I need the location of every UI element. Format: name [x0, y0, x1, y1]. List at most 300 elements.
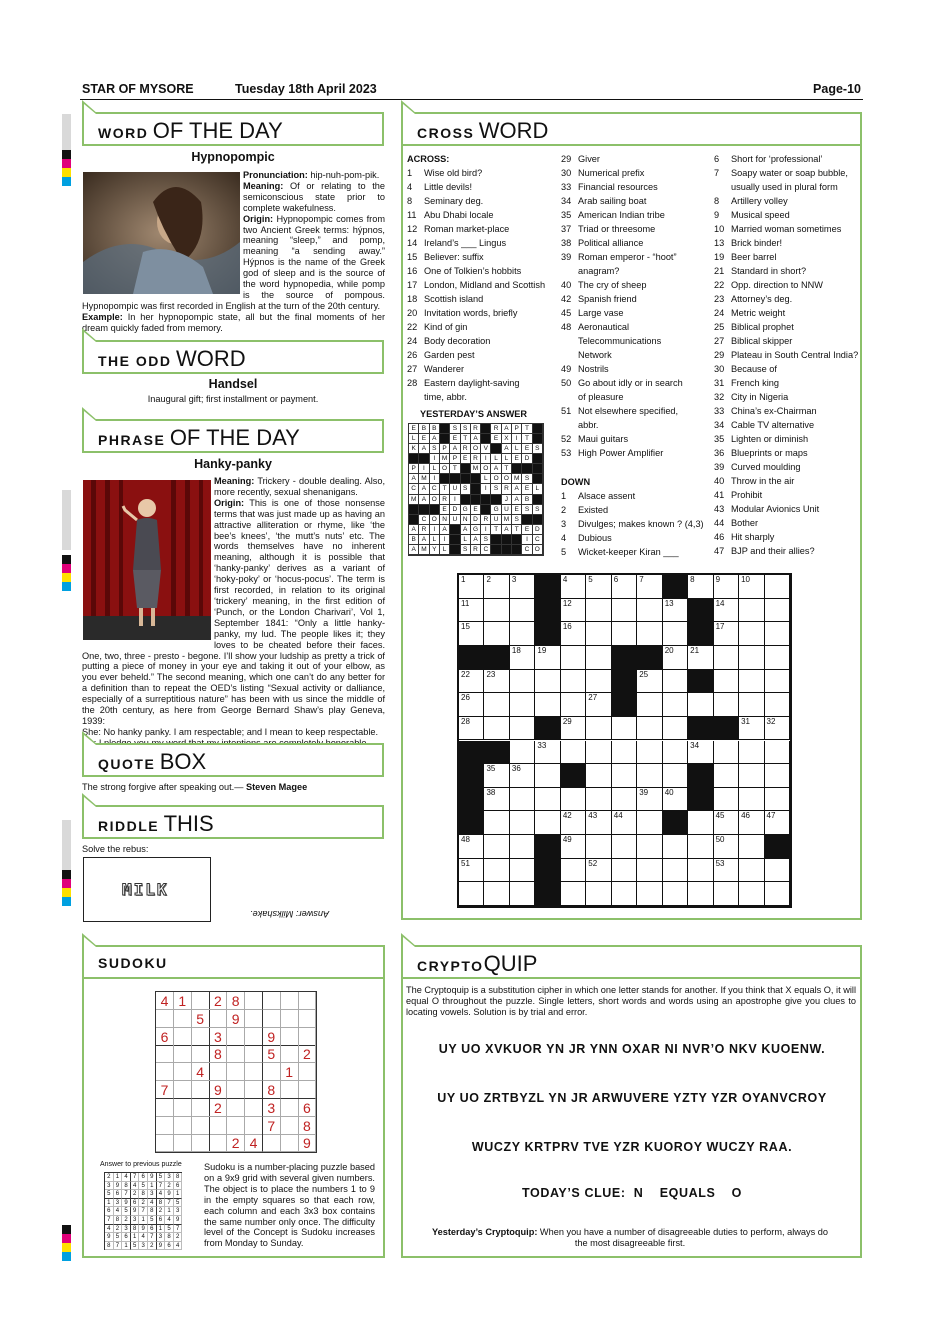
crossword-cell[interactable]: 21 — [688, 646, 713, 670]
crossword-cell[interactable] — [637, 622, 662, 646]
crossword-cell[interactable]: 50 — [714, 835, 739, 859]
sudoku-cell[interactable] — [209, 1134, 227, 1152]
answer-digit: 8 — [165, 1233, 174, 1242]
sudoku-cell[interactable]: 2 — [298, 1045, 316, 1063]
crossword-cell[interactable] — [510, 788, 535, 812]
crossword-cell[interactable]: 13 — [663, 599, 688, 623]
crossword-cell[interactable] — [637, 859, 662, 883]
crossword-cell[interactable] — [765, 764, 790, 788]
sudoku-cell[interactable] — [245, 1028, 263, 1046]
sudoku-cell[interactable]: 3 — [263, 1099, 281, 1117]
crossword-block — [688, 764, 713, 788]
sudoku-cell[interactable] — [298, 992, 316, 1010]
crossword-cell[interactable]: 2 — [484, 575, 509, 599]
crossword-cell[interactable] — [535, 693, 560, 717]
crossword-cell[interactable] — [714, 693, 739, 717]
crossword-cell[interactable] — [484, 693, 509, 717]
crossword-cell[interactable] — [688, 859, 713, 883]
answer-digit: 4 — [114, 1207, 123, 1216]
crossword-cell[interactable] — [612, 741, 637, 765]
sudoku-cell[interactable]: 1 — [281, 1063, 299, 1081]
crossword-cell[interactable] — [561, 859, 586, 883]
crossword-cell[interactable] — [637, 717, 662, 741]
crossword-cell[interactable] — [663, 622, 688, 646]
crossword-cell[interactable]: 14 — [714, 599, 739, 623]
sudoku-grid[interactable] — [155, 991, 317, 1153]
sudoku-cell[interactable]: 9 — [298, 1134, 316, 1152]
sudoku-cell[interactable] — [281, 1117, 299, 1135]
crossword-cell[interactable]: 44 — [612, 811, 637, 835]
crossword-cell[interactable]: 36 — [510, 764, 535, 788]
clue-item: of pleasure — [578, 392, 624, 402]
answer-cell — [481, 495, 491, 505]
answer-cell: S — [533, 444, 543, 454]
crossword-cell[interactable] — [510, 693, 535, 717]
crossword-cell[interactable]: 47 — [765, 811, 790, 835]
crossword-cell[interactable] — [612, 835, 637, 859]
crossword-cell[interactable] — [714, 670, 739, 694]
sudoku-cell[interactable]: 7 — [156, 1081, 174, 1099]
sudoku-cell[interactable] — [174, 1134, 192, 1152]
sudoku-cell[interactable] — [192, 1134, 210, 1152]
crossword-cell[interactable] — [510, 599, 535, 623]
crossword-cell[interactable]: 49 — [561, 835, 586, 859]
crossword-cell[interactable] — [739, 670, 764, 694]
sudoku-cell[interactable] — [174, 1081, 192, 1099]
crossword-cell[interactable] — [612, 599, 637, 623]
crossword-cell[interactable] — [535, 670, 560, 694]
clue-item: 22 Opp. direction to NNW — [714, 280, 823, 290]
answer-digit: 4 — [122, 1173, 131, 1182]
sudoku-cell[interactable]: 8 — [263, 1081, 281, 1099]
crossword-cell[interactable] — [561, 646, 586, 670]
sudoku-cell[interactable]: 9 — [209, 1081, 227, 1099]
sudoku-cell[interactable] — [263, 992, 281, 1010]
crossword-cell[interactable] — [586, 741, 611, 765]
sudoku-cell[interactable] — [174, 1099, 192, 1117]
sudoku-cell[interactable]: 3 — [209, 1028, 227, 1046]
sudoku-cell[interactable] — [298, 1063, 316, 1081]
crossword-cell[interactable] — [561, 693, 586, 717]
sudoku-cell[interactable] — [281, 1028, 299, 1046]
crossword-cell[interactable] — [663, 764, 688, 788]
sudoku-cell[interactable] — [156, 1099, 174, 1117]
crossword-cell[interactable]: 35 — [484, 764, 509, 788]
crossword-cell[interactable] — [714, 646, 739, 670]
crossword-cell[interactable]: 51 — [459, 859, 484, 883]
crossword-cell[interactable] — [637, 882, 662, 906]
answer-cell: S — [481, 535, 491, 545]
clue-item: 52 Maui guitars — [561, 434, 629, 444]
sudoku-cell[interactable]: 9 — [227, 1010, 245, 1028]
sudoku-cell[interactable]: 6 — [156, 1028, 174, 1046]
crossword-cell[interactable] — [535, 788, 560, 812]
crossword-cell[interactable]: 9 — [714, 575, 739, 599]
sudoku-cell[interactable] — [192, 1117, 210, 1135]
sudoku-cell[interactable] — [156, 1063, 174, 1081]
crossword-cell[interactable] — [535, 811, 560, 835]
crossword-cell[interactable] — [586, 835, 611, 859]
answer-digit: 4 — [165, 1216, 174, 1225]
crossword-cell[interactable] — [663, 693, 688, 717]
answer-digit: 7 — [114, 1242, 123, 1251]
crossword-cell[interactable]: 8 — [688, 575, 713, 599]
crossword-cell[interactable]: 38 — [484, 788, 509, 812]
crossword-cell[interactable]: 29 — [561, 717, 586, 741]
sudoku-cell[interactable] — [227, 1081, 245, 1099]
crossword-cell[interactable]: 17 — [714, 622, 739, 646]
crossword-cell[interactable] — [663, 717, 688, 741]
crossword-cell[interactable] — [561, 788, 586, 812]
clue-item: 12 Roman market-place — [407, 224, 510, 234]
answer-cell: O — [533, 545, 543, 555]
clue-item: 29 Plateau in South Central India? — [714, 350, 859, 360]
answer-cell — [461, 464, 471, 474]
crossword-cell[interactable] — [739, 622, 764, 646]
crossword-cell[interactable]: 33 — [535, 741, 560, 765]
answer-digit: 9 — [174, 1216, 183, 1225]
crossword-cell[interactable]: 15 — [459, 622, 484, 646]
sudoku-cell[interactable] — [174, 1010, 192, 1028]
crossword-cell[interactable] — [510, 811, 535, 835]
crossword-cell[interactable]: 46 — [739, 811, 764, 835]
crossword-cell[interactable]: 43 — [586, 811, 611, 835]
crossword-cell[interactable] — [765, 693, 790, 717]
crossword-cell[interactable]: 22 — [459, 670, 484, 694]
crossword-cell[interactable] — [510, 622, 535, 646]
crossword-cell[interactable] — [765, 882, 790, 906]
crossword-cell[interactable] — [510, 835, 535, 859]
answer-cell: T — [491, 525, 501, 535]
clue-item: Network — [578, 350, 612, 360]
crossword-cell[interactable] — [688, 882, 713, 906]
sudoku-cell[interactable] — [174, 1045, 192, 1063]
odd-word-definition: Inaugural gift; first installment or payment. — [147, 394, 319, 404]
crossword-cell[interactable]: 34 — [688, 741, 713, 765]
crossword-cell[interactable] — [586, 670, 611, 694]
sudoku-cell[interactable]: 9 — [263, 1028, 281, 1046]
sudoku-cell[interactable] — [245, 1045, 263, 1063]
crossword-cell[interactable] — [510, 859, 535, 883]
answer-digit: 7 — [165, 1199, 174, 1208]
sudoku-cell[interactable]: 4 — [245, 1134, 263, 1152]
sudoku-cell[interactable]: 2 — [209, 1099, 227, 1117]
answer-digit: 2 — [157, 1207, 166, 1216]
crossword-cell[interactable] — [714, 764, 739, 788]
paper-name: STAR OF MYSORE — [82, 82, 194, 96]
quote-text: The strong forgive after speaking out.— Steven Magee — [82, 782, 308, 792]
crossword-cell[interactable] — [510, 670, 535, 694]
crossword-cell[interactable] — [637, 811, 662, 835]
crossword-cell[interactable]: 7 — [637, 575, 662, 599]
crossword-cell[interactable] — [637, 835, 662, 859]
sudoku-cell[interactable] — [156, 1117, 174, 1135]
crossword-cell[interactable] — [688, 835, 713, 859]
sudoku-cell[interactable] — [298, 1010, 316, 1028]
sudoku-cell[interactable] — [156, 1045, 174, 1063]
answer-cell: T — [450, 464, 460, 474]
sudoku-cell[interactable] — [227, 1063, 245, 1081]
crossword-cell[interactable] — [510, 882, 535, 906]
sudoku-cell[interactable]: 5 — [192, 1010, 210, 1028]
crossword-cell[interactable] — [459, 882, 484, 906]
sudoku-cell[interactable] — [263, 1010, 281, 1028]
sudoku-cell[interactable] — [281, 1099, 299, 1117]
crossword-cell[interactable] — [561, 882, 586, 906]
crossword-cell[interactable]: 31 — [739, 717, 764, 741]
sudoku-cell[interactable] — [298, 1028, 316, 1046]
crossword-cell[interactable]: 12 — [561, 599, 586, 623]
sudoku-cell[interactable] — [227, 1117, 245, 1135]
crossword-cell[interactable]: 4 — [561, 575, 586, 599]
sudoku-cell[interactable]: 8 — [227, 992, 245, 1010]
crossword-cell[interactable]: 27 — [586, 693, 611, 717]
crossword-cell[interactable]: 32 — [765, 717, 790, 741]
answer-cell: S — [533, 505, 543, 515]
crossword-cell[interactable]: 10 — [739, 575, 764, 599]
crossword-cell[interactable]: 45 — [714, 811, 739, 835]
clue-item: 46 Hit sharply — [714, 532, 775, 542]
crossword-cell[interactable] — [484, 835, 509, 859]
crossword-cell[interactable] — [765, 670, 790, 694]
sudoku-cell[interactable] — [245, 992, 263, 1010]
crossword-cell[interactable] — [637, 741, 662, 765]
crossword-cell[interactable] — [586, 622, 611, 646]
answer-cell — [522, 515, 532, 525]
crossword-cell[interactable] — [510, 741, 535, 765]
crossword-cell[interactable] — [688, 693, 713, 717]
sudoku-cell[interactable]: 8 — [209, 1045, 227, 1063]
crossword-cell[interactable]: 39 — [637, 788, 662, 812]
crossword-cell[interactable] — [765, 741, 790, 765]
crossword-cell[interactable]: 3 — [510, 575, 535, 599]
crossword-cell[interactable] — [739, 599, 764, 623]
crossword-cell[interactable]: 1 — [459, 575, 484, 599]
sudoku-cell[interactable] — [156, 1010, 174, 1028]
cmyk-marks — [62, 150, 71, 186]
crossword-cell[interactable] — [739, 693, 764, 717]
riddle-answer: Answer: Milkshake. — [250, 908, 330, 919]
crossword-cell[interactable] — [510, 717, 535, 741]
crossword-grid[interactable] — [457, 573, 792, 908]
crossword-cell[interactable] — [561, 670, 586, 694]
clue-item: 41 Prohibit — [714, 490, 763, 500]
sudoku-cell[interactable] — [209, 1117, 227, 1135]
crossword-cell[interactable]: 25 — [637, 670, 662, 694]
crossword-cell[interactable] — [586, 882, 611, 906]
sudoku-cell[interactable] — [245, 1010, 263, 1028]
crossword-cell[interactable] — [561, 741, 586, 765]
crossword-cell[interactable]: 11 — [459, 599, 484, 623]
crossword-cell[interactable] — [663, 835, 688, 859]
crossword-cell[interactable] — [612, 622, 637, 646]
answer-cell — [512, 535, 522, 545]
crossword-cell[interactable] — [612, 859, 637, 883]
crossword-cell[interactable] — [739, 741, 764, 765]
crossword-cell[interactable] — [612, 882, 637, 906]
crossword-cell[interactable] — [637, 599, 662, 623]
crossword-cell[interactable] — [663, 670, 688, 694]
crossword-cell[interactable] — [484, 811, 509, 835]
sudoku-cell[interactable] — [192, 1028, 210, 1046]
crossword-cell[interactable] — [765, 622, 790, 646]
sudoku-cell[interactable] — [192, 1081, 210, 1099]
answer-cell — [491, 444, 501, 454]
crossword-cell[interactable]: 23 — [484, 670, 509, 694]
answer-digit: 8 — [122, 1182, 131, 1191]
crossword-cell[interactable]: 53 — [714, 859, 739, 883]
answer-cell: E — [440, 505, 450, 515]
sudoku-cell[interactable] — [209, 1010, 227, 1028]
sudoku-cell[interactable]: 2 — [209, 992, 227, 1010]
print-strip — [62, 820, 71, 870]
crossword-cell[interactable] — [714, 788, 739, 812]
crossword-cell[interactable]: 16 — [561, 622, 586, 646]
answer-cell — [533, 454, 543, 464]
sudoku-cell[interactable] — [281, 1045, 299, 1063]
crossword-cell[interactable] — [535, 764, 560, 788]
crossword-cell[interactable] — [765, 646, 790, 670]
crossword-cell[interactable] — [739, 835, 764, 859]
sudoku-cell[interactable] — [281, 992, 299, 1010]
sudoku-header: SUDOKU — [82, 945, 385, 979]
sudoku-cell[interactable] — [281, 1010, 299, 1028]
crossword-cell[interactable] — [586, 717, 611, 741]
crossword-block — [535, 835, 560, 859]
crossword-cell[interactable] — [765, 599, 790, 623]
sudoku-cell[interactable] — [245, 1081, 263, 1099]
answer-cell: B — [409, 535, 419, 545]
odd-word-header: THE ODD WORD — [82, 340, 384, 374]
crossword-cell[interactable]: 40 — [663, 788, 688, 812]
sudoku-cell[interactable] — [156, 1134, 174, 1152]
sudoku-cell[interactable] — [281, 1134, 299, 1152]
crossword-cell[interactable]: 20 — [663, 646, 688, 670]
crossword-cell[interactable]: 28 — [459, 717, 484, 741]
crossword-cell[interactable] — [663, 882, 688, 906]
cryptoquip-intro: The Cryptoquip is a substitution cipher in which one letter stands for another. If you think that X equals O, it will equal O throughout the puzzle. Single letters, short words and words using an apostrophe give you clues to locating vowels. Solution is by trial and error. — [406, 985, 856, 1017]
crossword-cell[interactable]: 52 — [586, 859, 611, 883]
crossword-cell[interactable] — [586, 646, 611, 670]
crossword-cell[interactable] — [765, 859, 790, 883]
answer-cell — [440, 474, 450, 484]
sudoku-cell[interactable] — [192, 1045, 210, 1063]
answer-cell: C — [481, 545, 491, 555]
sudoku-cell[interactable] — [281, 1081, 299, 1099]
sudoku-cell[interactable] — [174, 1063, 192, 1081]
crossword-cell[interactable] — [739, 882, 764, 906]
sudoku-cell[interactable]: 6 — [298, 1099, 316, 1117]
crossword-cell[interactable] — [739, 764, 764, 788]
answer-cell: I — [481, 525, 491, 535]
sudoku-answer-label: Answer to previous puzzle — [100, 1161, 182, 1168]
crossword-cell[interactable] — [663, 741, 688, 765]
sudoku-cell[interactable] — [227, 1028, 245, 1046]
answer-cell: L — [409, 434, 419, 444]
crossword-cell[interactable] — [714, 741, 739, 765]
crossword-cell[interactable] — [765, 788, 790, 812]
sudoku-cell[interactable] — [227, 1099, 245, 1117]
sudoku-cell[interactable] — [245, 1117, 263, 1135]
crossword-cell[interactable] — [484, 599, 509, 623]
sudoku-cell[interactable] — [174, 1028, 192, 1046]
crossword-cell[interactable] — [484, 717, 509, 741]
sudoku-cell[interactable] — [192, 1099, 210, 1117]
sudoku-cell[interactable]: 1 — [174, 992, 192, 1010]
crossword-cell[interactable] — [637, 764, 662, 788]
clue-item: 4 Little devils! — [407, 182, 473, 192]
answer-cell: N — [461, 515, 471, 525]
answer-cell: P — [512, 424, 522, 434]
sudoku-cell[interactable]: 8 — [298, 1117, 316, 1135]
crossword-cell[interactable] — [484, 882, 509, 906]
crossword-cell[interactable] — [586, 788, 611, 812]
sudoku-cell[interactable] — [245, 1063, 263, 1081]
clue-item: 30 Because of — [714, 364, 777, 374]
crossword-cell[interactable]: 6 — [612, 575, 637, 599]
answer-cell: Y — [430, 545, 440, 555]
sudoku-cell[interactable] — [192, 992, 210, 1010]
sudoku-cell[interactable] — [227, 1045, 245, 1063]
sudoku-cell[interactable]: 4 — [156, 992, 174, 1010]
crossword-cell[interactable] — [612, 717, 637, 741]
sudoku-cell[interactable] — [263, 1063, 281, 1081]
answer-cell: A — [502, 424, 512, 434]
crossword-cell[interactable] — [739, 788, 764, 812]
rebus-box — [83, 857, 211, 922]
sudoku-cell[interactable] — [298, 1081, 316, 1099]
sudoku-cell[interactable] — [209, 1063, 227, 1081]
crossword-cell[interactable] — [484, 622, 509, 646]
clue-item: 8 Artillery volley — [714, 196, 788, 206]
crossword-cell[interactable] — [612, 788, 637, 812]
answer-cell: E — [419, 434, 429, 444]
sudoku-cell[interactable]: 2 — [227, 1134, 245, 1152]
crossword-cell[interactable] — [739, 646, 764, 670]
crossword-cell[interactable] — [612, 764, 637, 788]
crossword-cell[interactable]: 26 — [459, 693, 484, 717]
sudoku-cell[interactable]: 4 — [192, 1063, 210, 1081]
crossword-cell[interactable]: 5 — [586, 575, 611, 599]
answer-cell: D — [450, 505, 460, 515]
crossword-cell[interactable]: 18 — [510, 646, 535, 670]
crossword-cell[interactable] — [586, 599, 611, 623]
crossword-cell[interactable]: 19 — [535, 646, 560, 670]
crossword-cell[interactable] — [663, 859, 688, 883]
crossword-cell[interactable] — [739, 859, 764, 883]
sudoku-cell[interactable]: 5 — [263, 1045, 281, 1063]
sudoku-cell[interactable]: 7 — [263, 1117, 281, 1135]
answer-digit: 9 — [165, 1190, 174, 1199]
sudoku-cell[interactable] — [245, 1099, 263, 1117]
crossword-cell[interactable]: 48 — [459, 835, 484, 859]
answer-cell — [512, 464, 522, 474]
crossword-cell[interactable] — [714, 882, 739, 906]
answer-digit: 3 — [114, 1199, 123, 1208]
answer-cell: R — [471, 424, 481, 434]
crossword-cell[interactable]: 42 — [561, 811, 586, 835]
sudoku-cell[interactable] — [263, 1134, 281, 1152]
crossword-cell[interactable] — [688, 811, 713, 835]
answer-cell: D — [533, 525, 543, 535]
sudoku-cell[interactable] — [174, 1117, 192, 1135]
answer-digit: 7 — [174, 1225, 183, 1234]
crossword-cell[interactable] — [484, 859, 509, 883]
answer-cell: I — [430, 525, 440, 535]
crossword-cell[interactable] — [637, 693, 662, 717]
crossword-cell[interactable] — [765, 575, 790, 599]
crossword-cell[interactable] — [586, 764, 611, 788]
